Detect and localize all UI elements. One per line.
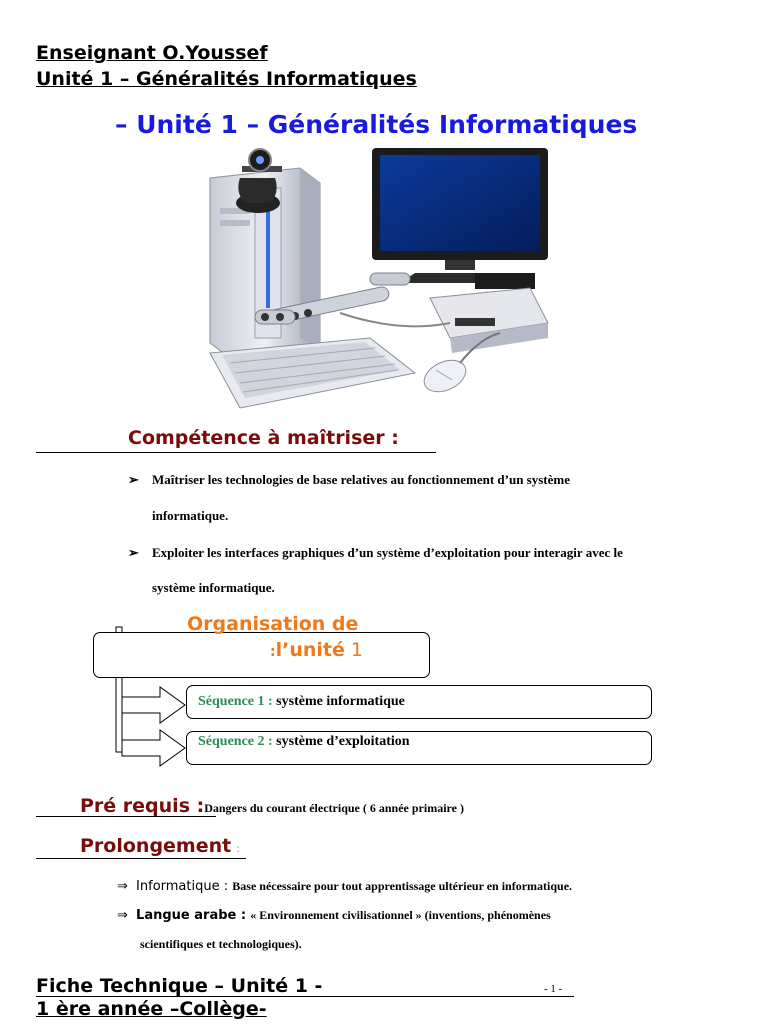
prolongement-item-2-subject: Langue arabe :: [136, 908, 247, 923]
prolongement-item-2: [117, 908, 551, 923]
implies-icon: ⇒: [117, 879, 128, 894]
footer-line1: Fiche Technique – Unité 1 -: [36, 975, 323, 997]
prolongement-title: Prolongement: [80, 835, 232, 857]
arrow-right-icon: [122, 730, 185, 766]
prolongement-item-2-text: « Environnement civilisationnel » (inventions, phénomènes: [250, 908, 551, 922]
organisation-title-prefix: :: [270, 644, 276, 660]
footer-line2: 1 ère année –Collège-: [36, 998, 267, 1020]
arrow-right-icon: [122, 687, 185, 723]
webcam-icon: [236, 149, 282, 213]
unit-header: Unité 1 – Généralités Informatiques: [36, 68, 417, 90]
organisation-title-line2: [270, 639, 363, 661]
prerequis-line: [80, 795, 464, 817]
computer-illustration-svg: [200, 148, 560, 418]
organisation-box: [93, 632, 430, 678]
organisation-title-unit: l’unité: [275, 639, 345, 661]
prerequis-text: Dangers du courant électrique ( 6 année primaire ): [204, 801, 464, 815]
sequence-2-label: Séquence 2 :: [198, 734, 273, 749]
printer-icon: [430, 273, 548, 353]
competence-item-1-line2: informatique.: [152, 508, 229, 523]
competence-title: Compétence à maîtriser :: [128, 427, 399, 449]
prolongement-item-1: [117, 879, 572, 894]
organisation-title-line1: Organisation de: [187, 613, 359, 635]
footer-underline: [36, 996, 574, 997]
monitor-icon: [372, 148, 548, 283]
competence-item-1-line1: Maîtriser les technologies de base relatives au fonctionnement d’un système: [152, 472, 570, 487]
prolongement-item-2-text2: scientifiques et technologiques).: [140, 937, 302, 951]
prolongement-item-1-text: Base nécessaire pour tout apprentissage ultérieur en informatique.: [232, 879, 573, 893]
teacher-name: Enseignant O.Youssef: [36, 42, 268, 64]
sequence-1-label: Séquence 1 :: [198, 694, 273, 709]
prolongement-item-1-subject: Informatique: [136, 879, 220, 894]
competence-item-2-line2: système informatique.: [152, 580, 275, 595]
sequence-1-text: système informatique: [276, 694, 405, 709]
page-title: – Unité 1 – Généralités Informatiques: [115, 110, 638, 139]
page-number: - 1 -: [544, 983, 563, 995]
organisation-unit-number: 1: [350, 639, 364, 661]
prolongement-underline: [36, 858, 246, 859]
sequence-1-box: [186, 685, 652, 719]
bullet-icon: ➢: [128, 472, 139, 487]
implies-icon: ⇒: [117, 908, 128, 923]
computer-illustration: [200, 148, 560, 418]
prolongement-suffix: :: [236, 842, 241, 855]
competence-item-2-line1: Exploiter les interfaces graphiques d’un système d’exploitation pour interagir avec le: [152, 545, 623, 560]
prerequis-title: Pré requis :: [80, 795, 205, 817]
sequence-2-box: [186, 731, 652, 765]
prolongement-item-1-sep: :: [223, 879, 229, 894]
prolongement-line: [80, 835, 240, 857]
competence-underline: [36, 452, 436, 453]
bullet-icon: ➢: [128, 545, 139, 560]
sequence-2-text: système d’exploitation: [276, 734, 410, 749]
